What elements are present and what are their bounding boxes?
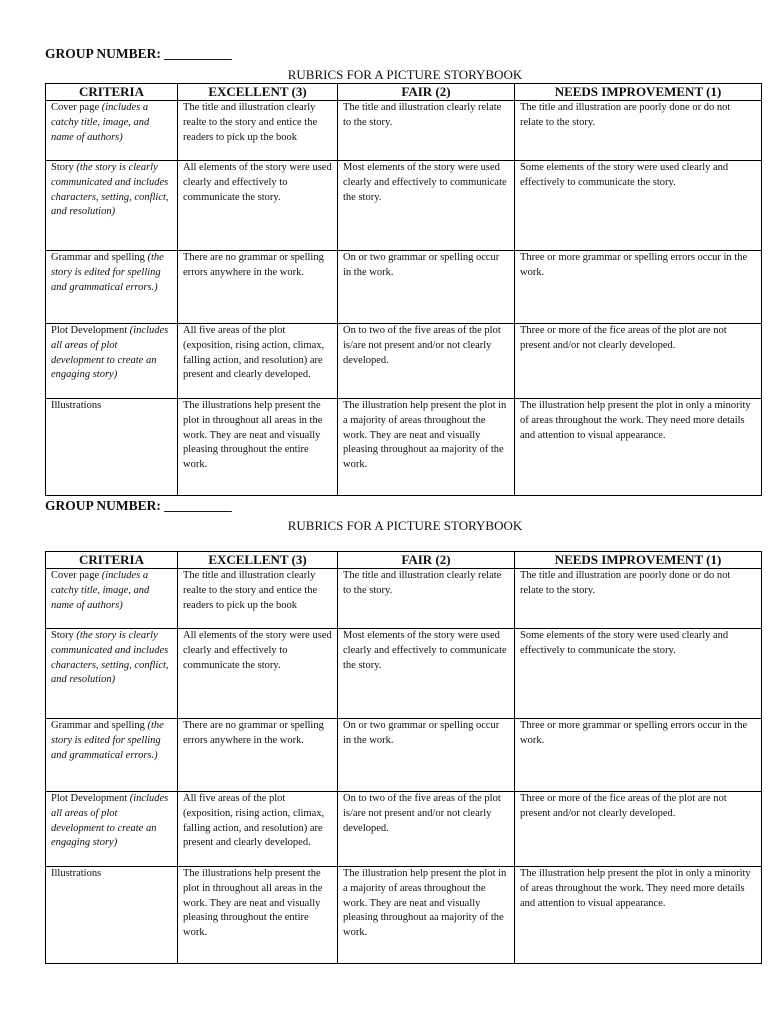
header-row: [46, 84, 762, 101]
table-row: [46, 161, 762, 251]
criteria-description: (the story is clearly communicated and includes characters, setting, conflict, and resolution): [51, 630, 169, 686]
group-number-line: [45, 497, 761, 514]
criteria-description: (the story is edited for spelling and grammatical errors.): [51, 252, 164, 293]
criteria-cell: [46, 399, 178, 496]
criteria-name: Cover page: [51, 102, 100, 113]
criteria-name: Grammar and spelling: [51, 252, 145, 263]
needs-improvement-cell: The illustration help present the plot in only a minority of areas throughout the work. They need more details and attention to visual appearance.: [515, 399, 762, 496]
excellent-cell: All five areas of the plot (exposition, rising action, climax, falling action, and resolution) are present and clearly developed.: [178, 792, 338, 867]
criteria-cell: [46, 101, 178, 161]
criteria-name: Plot Development: [51, 793, 128, 804]
criteria-description: (includes a catchy title, image, and name of authors): [51, 102, 150, 143]
header-fair: FAIR (2): [338, 84, 515, 101]
table-row: [46, 324, 762, 399]
header-needs-improvement: NEEDS IMPROVEMENT (1): [515, 552, 762, 569]
group-number-line: [45, 45, 761, 62]
table-row: [46, 719, 762, 792]
excellent-cell: All elements of the story were used clearly and effectively to communicate the story.: [178, 629, 338, 719]
rubric-table: [45, 551, 762, 964]
header-excellent: EXCELLENT (3): [178, 84, 338, 101]
fair-cell: Most elements of the story were used clearly and effectively to communicate the story.: [338, 161, 515, 251]
criteria-description: (includes all areas of plot development to create an engaging story): [51, 793, 169, 849]
excellent-cell: All elements of the story were used clearly and effectively to communicate the story.: [178, 161, 338, 251]
fair-cell: The title and illustration clearly relate to the story.: [338, 101, 515, 161]
needs-improvement-cell: Three or more of the fice areas of the plot are not present and/or not clearly developed.: [515, 792, 762, 867]
rubric-title: RUBRICS FOR A PICTURE STORYBOOK: [287, 67, 523, 82]
criteria-name: Plot Development: [51, 325, 128, 336]
header-needs-improvement: NEEDS IMPROVEMENT (1): [515, 84, 762, 101]
rubric-section-2: [45, 497, 761, 964]
table-row: [46, 399, 762, 496]
rubric-table: [45, 83, 762, 496]
needs-improvement-cell: Some elements of the story were used clearly and effectively to communicate the story.: [515, 629, 762, 719]
header-criteria: CRITERIA: [46, 552, 178, 569]
needs-improvement-cell: The title and illustration are poorly done or do not relate to the story.: [515, 101, 762, 161]
fair-cell: The title and illustration clearly relate to the story.: [338, 569, 515, 629]
criteria-name: Cover page: [51, 570, 100, 581]
fair-cell: On to two of the five areas of the plot is/are not present and/or not clearly developed.: [338, 324, 515, 399]
fair-cell: On or two grammar or spelling occur in the work.: [338, 719, 515, 792]
criteria-cell: [46, 719, 178, 792]
criteria-cell: [46, 569, 178, 629]
group-number-blank: __________: [164, 498, 232, 513]
needs-improvement-cell: The title and illustration are poorly done or do not relate to the story.: [515, 569, 762, 629]
needs-improvement-cell: The illustration help present the plot in only a minority of areas throughout the work. They need more details and attention to visual appearance.: [515, 867, 762, 964]
criteria-description: (includes all areas of plot development to create an engaging story): [51, 325, 169, 381]
fair-cell: The illustration help present the plot in a majority of areas throughout the work. They are neat and visually pleasing throughout aa majority of the work.: [338, 867, 515, 964]
table-row: [46, 251, 762, 324]
header-criteria: CRITERIA: [46, 84, 178, 101]
criteria-cell: [46, 867, 178, 964]
excellent-cell: There are no grammar or spelling errors anywhere in the work.: [178, 719, 338, 792]
criteria-name: Grammar and spelling: [51, 720, 145, 731]
header-excellent: EXCELLENT (3): [178, 552, 338, 569]
fair-cell: The illustration help present the plot in a majority of areas throughout the work. They are neat and visually pleasing throughout aa majority of the work.: [338, 399, 515, 496]
header-row: [46, 552, 762, 569]
criteria-cell: [46, 251, 178, 324]
criteria-name: Story: [51, 162, 74, 173]
group-number-label: GROUP NUMBER:: [45, 46, 161, 61]
needs-improvement-cell: Three or more of the fice areas of the plot are not present and/or not clearly developed.: [515, 324, 762, 399]
needs-improvement-cell: Three or more grammar or spelling errors occur in the work.: [515, 251, 762, 324]
criteria-cell: [46, 629, 178, 719]
table-row: [46, 101, 762, 161]
header-fair: FAIR (2): [338, 552, 515, 569]
excellent-cell: The illustrations help present the plot in throughout all areas in the work. They are neat and visually pleasing throughout the entire work.: [178, 867, 338, 964]
criteria-name: Illustrations: [51, 868, 102, 879]
fair-cell: On to two of the five areas of the plot is/are not present and/or not clearly developed.: [338, 792, 515, 867]
table-row: [46, 867, 762, 964]
excellent-cell: The title and illustration clearly realte to the story and entice the readers to pick up the book: [178, 101, 338, 161]
criteria-description: (includes a catchy title, image, and name of authors): [51, 570, 150, 611]
table-row: [46, 569, 762, 629]
criteria-name: Story: [51, 630, 74, 641]
criteria-cell: [46, 324, 178, 399]
excellent-cell: All five areas of the plot (exposition, rising action, climax, falling action, and resolution) are present and clearly developed.: [178, 324, 338, 399]
criteria-name: Illustrations: [51, 400, 102, 411]
table-row: [46, 792, 762, 867]
needs-improvement-cell: Some elements of the story were used clearly and effectively to communicate the story.: [515, 161, 762, 251]
rubric-title: RUBRICS FOR A PICTURE STORYBOOK: [287, 518, 523, 533]
excellent-cell: The title and illustration clearly realte to the story and entice the readers to pick up the book: [178, 569, 338, 629]
rubric-section-1: [45, 45, 761, 496]
table-row: [46, 629, 762, 719]
group-number-blank: __________: [164, 46, 232, 61]
criteria-cell: [46, 792, 178, 867]
excellent-cell: There are no grammar or spelling errors anywhere in the work.: [178, 251, 338, 324]
needs-improvement-cell: Three or more grammar or spelling errors occur in the work.: [515, 719, 762, 792]
excellent-cell: The illustrations help present the plot in throughout all areas in the work. They are neat and visually pleasing throughout the entire work.: [178, 399, 338, 496]
fair-cell: On or two grammar or spelling occur in the work.: [338, 251, 515, 324]
fair-cell: Most elements of the story were used clearly and effectively to communicate the story.: [338, 629, 515, 719]
group-number-label: GROUP NUMBER:: [45, 498, 161, 513]
criteria-description: (the story is edited for spelling and grammatical errors.): [51, 720, 164, 761]
criteria-description: (the story is clearly communicated and includes characters, setting, conflict, and resolution): [51, 162, 169, 218]
criteria-cell: [46, 161, 178, 251]
